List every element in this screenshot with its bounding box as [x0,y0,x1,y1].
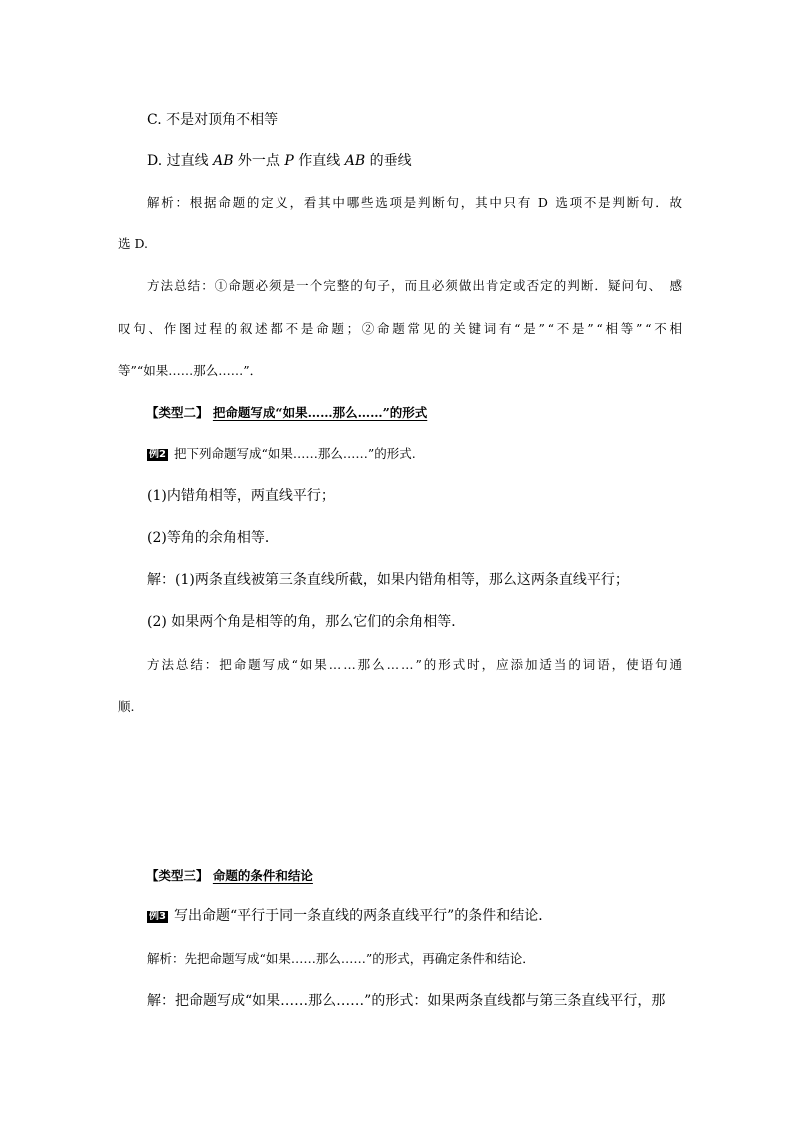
option-d-ab-2: AB [344,153,366,169]
example-3 [147,905,552,925]
type-3-heading [146,866,313,884]
item-2-2: (2)等角的余角相等． [147,530,279,546]
method-2-line-2: 顺. [118,699,135,714]
analysis-1-line-1: 解析：根据命题的定义，看其中哪些选项是判断句，其中只有 D 选项不是判断句．故 [147,195,684,210]
solution-3: 解：把命题写成“如果……那么……”的形式：如果两条直线都与第三条直线平行，那 [147,993,666,1009]
option-c: C. 不是对顶角不相等 [147,112,279,128]
option-d-p: P [284,153,294,169]
option-d-ab-1: AB [213,153,234,169]
solution-2-line-1: 解：(1)两条直线被第三条直线所截，如果内错角相等，那么这两条直线平行； [147,572,629,588]
method-1-line-2: 叹句、作图过程的叙述都不是命题；②命题常见的关键词有“是”“不是”“相等”“不相 [118,321,685,336]
type-2-heading [146,403,427,421]
method-2-line-1: 方法总结：把命题写成“如果……那么……”的形式时，应添加适当的词语，使语句通 [147,657,684,672]
example-3-text: 写出命题“平行于同一条直线的两条直线平行”的条件和结论． [173,908,553,924]
item-2-1: (1)内错角相等，两直线平行； [147,488,335,504]
example-2-badge: 例2 [149,449,166,460]
option-d-suffix: 的垂线 [365,153,412,169]
example-2 [147,444,416,462]
solution-2-line-2: (2) 如果两个角是相等的角，那么它们的余角相等． [147,614,466,630]
example-3-badge: 例3 [149,911,166,922]
type-3-title: 命题的条件和结论 [212,868,313,883]
option-d [147,150,412,170]
type-2-bracket: 【类型二】 [146,405,209,420]
type-2-title: 把命题写成“如果……那么……”的形式 [212,405,428,420]
option-d-mid2: 作直线 [293,153,345,169]
method-1-line-3: 等”“如果……那么……”． [118,363,263,378]
type-3-bracket: 【类型三】 [146,868,209,883]
option-d-mid: 外一点 [233,153,285,169]
example-2-text: 把下列命题写成“如果……那么……”的形式. [173,446,416,461]
analysis-1-line-2: 选 D. [118,236,149,251]
method-1-line-1: 方法总结：①命题必须是一个完整的句子，而且必须做出肯定或否定的判断．疑问句、 感 [147,278,684,293]
analysis-3: 解析：先把命题写成“如果……那么……”的形式，再确定条件和结论． [147,951,535,966]
option-d-prefix: D. 过直线 [147,153,214,169]
